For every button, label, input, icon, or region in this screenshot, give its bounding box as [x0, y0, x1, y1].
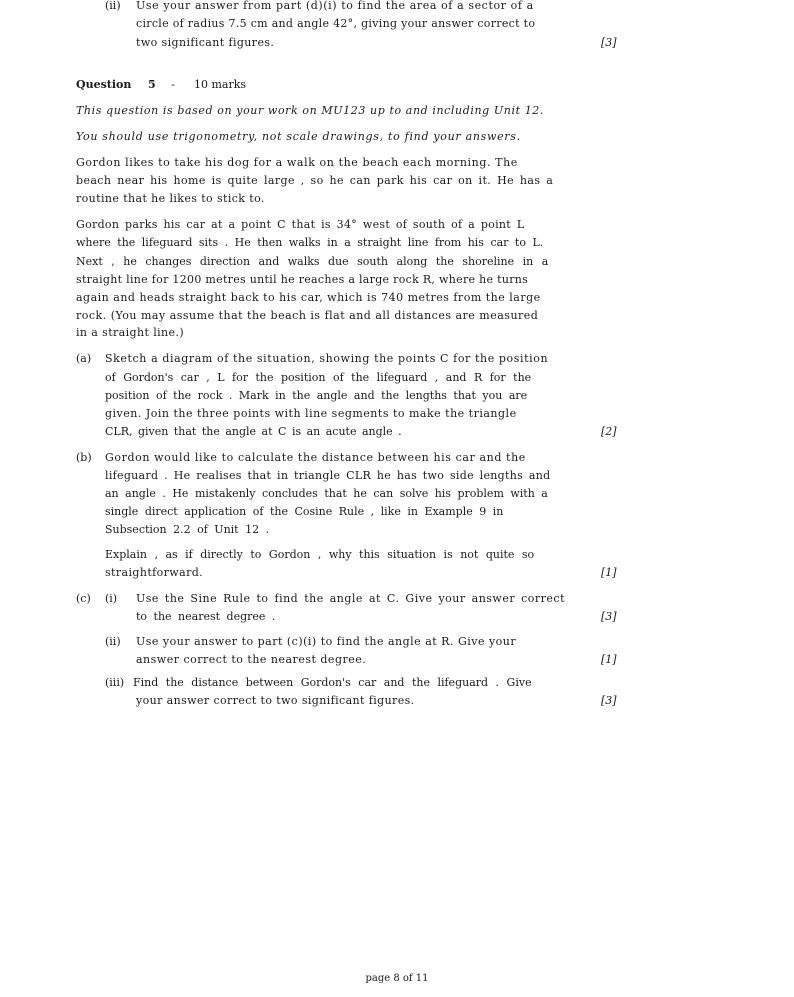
page-number: page 8 of 11: [365, 973, 429, 984]
part-c-ii-line: Use your answer to part (c)(i) to find the angle at R. Give your: [136, 635, 517, 648]
para-line: Next , he changes direction and walks due south along the shoreline in a: [76, 255, 549, 268]
question-title: Question: [76, 78, 132, 91]
part-c-i-mark: [3]: [601, 610, 617, 623]
question-instruction: You should use trigonometry, not scale drawings, to find your answers.: [76, 130, 521, 143]
para-line: beach near his home is quite large , so he can park his car on it. He has a: [76, 174, 554, 187]
part-a-line: given. Join the three points with line segments to make the triangle: [105, 407, 517, 420]
part-b-line: lifeguard . He realises that in triangle CLR he has two side lengths and: [105, 469, 551, 482]
part-c-ii-mark: [1]: [601, 653, 617, 666]
part-a-mark: [2]: [601, 425, 617, 438]
part-b-line: Subsection 2.2 of Unit 12 .: [105, 523, 270, 536]
part-c-label: (c): [76, 592, 91, 605]
part-c-iii-label: (iii): [105, 676, 125, 689]
part-c-iii-mark: [3]: [601, 694, 617, 707]
part-b-line: an angle . He mistakenly concludes that he can solve his problem with a: [105, 487, 548, 500]
prev-part-line: circle of radius 7.5 cm and angle 42°, giving your answer correct to: [136, 17, 536, 30]
question-dash: -: [171, 78, 175, 91]
part-b-line: single direct application of the Cosine Rule , like in Example 9 in: [105, 505, 504, 518]
para-line: again and heads straight back to his car, which is 740 metres from the large: [76, 291, 541, 304]
prev-part-line: two significant figures.: [136, 36, 275, 49]
para-line: in a straight line.): [76, 326, 185, 339]
para-line: Gordon parks his car at a point C that is 34° west of south of a point L: [76, 218, 525, 231]
part-c-iii-line: Find the distance between Gordon's car and the lifeguard . Give: [133, 676, 532, 689]
part-c-i-label: (i): [105, 592, 118, 605]
part-b-mark: [1]: [601, 566, 617, 579]
question-marks: 10 marks: [194, 78, 247, 91]
question-intro: This question is based on your work on MU123 up to and including Unit 12.: [76, 104, 544, 117]
prev-part-label: (ii): [105, 0, 121, 12]
part-b-label: (b): [76, 451, 92, 464]
part-a-line: Sketch a diagram of the situation, showing the points C for the position: [105, 352, 549, 365]
part-a-line: of Gordon's car , L for the position of the lifeguard , and R for the: [105, 371, 532, 384]
prev-part-line: Use your answer from part (d)(i) to find the area of a sector of a: [136, 0, 534, 12]
part-a-label: (a): [76, 352, 92, 365]
part-c-ii-label: (ii): [105, 635, 121, 648]
question-number: 5: [148, 78, 156, 91]
para-line: where the lifeguard sits . He then walks in a straight line from his car to L.: [76, 236, 544, 249]
part-b-explain: straightforward.: [105, 566, 204, 579]
part-c-iii-line: your answer correct to two significant figures.: [136, 694, 415, 707]
part-c-i-line: to the nearest degree .: [136, 610, 276, 623]
para-line: straight line for 1200 metres until he reaches a large rock R, where he turns: [76, 273, 529, 286]
part-c-ii-line: answer correct to the nearest degree.: [136, 653, 367, 666]
part-a-line: CLR, given that the angle at C is an acute angle .: [105, 425, 402, 438]
part-b-explain: Explain , as if directly to Gordon , why this situation is not quite so: [105, 548, 535, 561]
para-line: rock. (You may assume that the beach is flat and all distances are measured: [76, 309, 539, 322]
part-b-line: Gordon would like to calculate the distance between his car and the: [105, 451, 526, 464]
para-line: routine that he likes to stick to.: [76, 192, 265, 205]
para-line: Gordon likes to take his dog for a walk on the beach each morning. The: [76, 156, 518, 169]
part-c-i-line: Use the Sine Rule to find the angle at C. Give your answer correct: [136, 592, 565, 605]
part-a-line: position of the rock . Mark in the angle and the lengths that you are: [105, 389, 528, 402]
prev-part-mark: [3]: [601, 36, 617, 49]
